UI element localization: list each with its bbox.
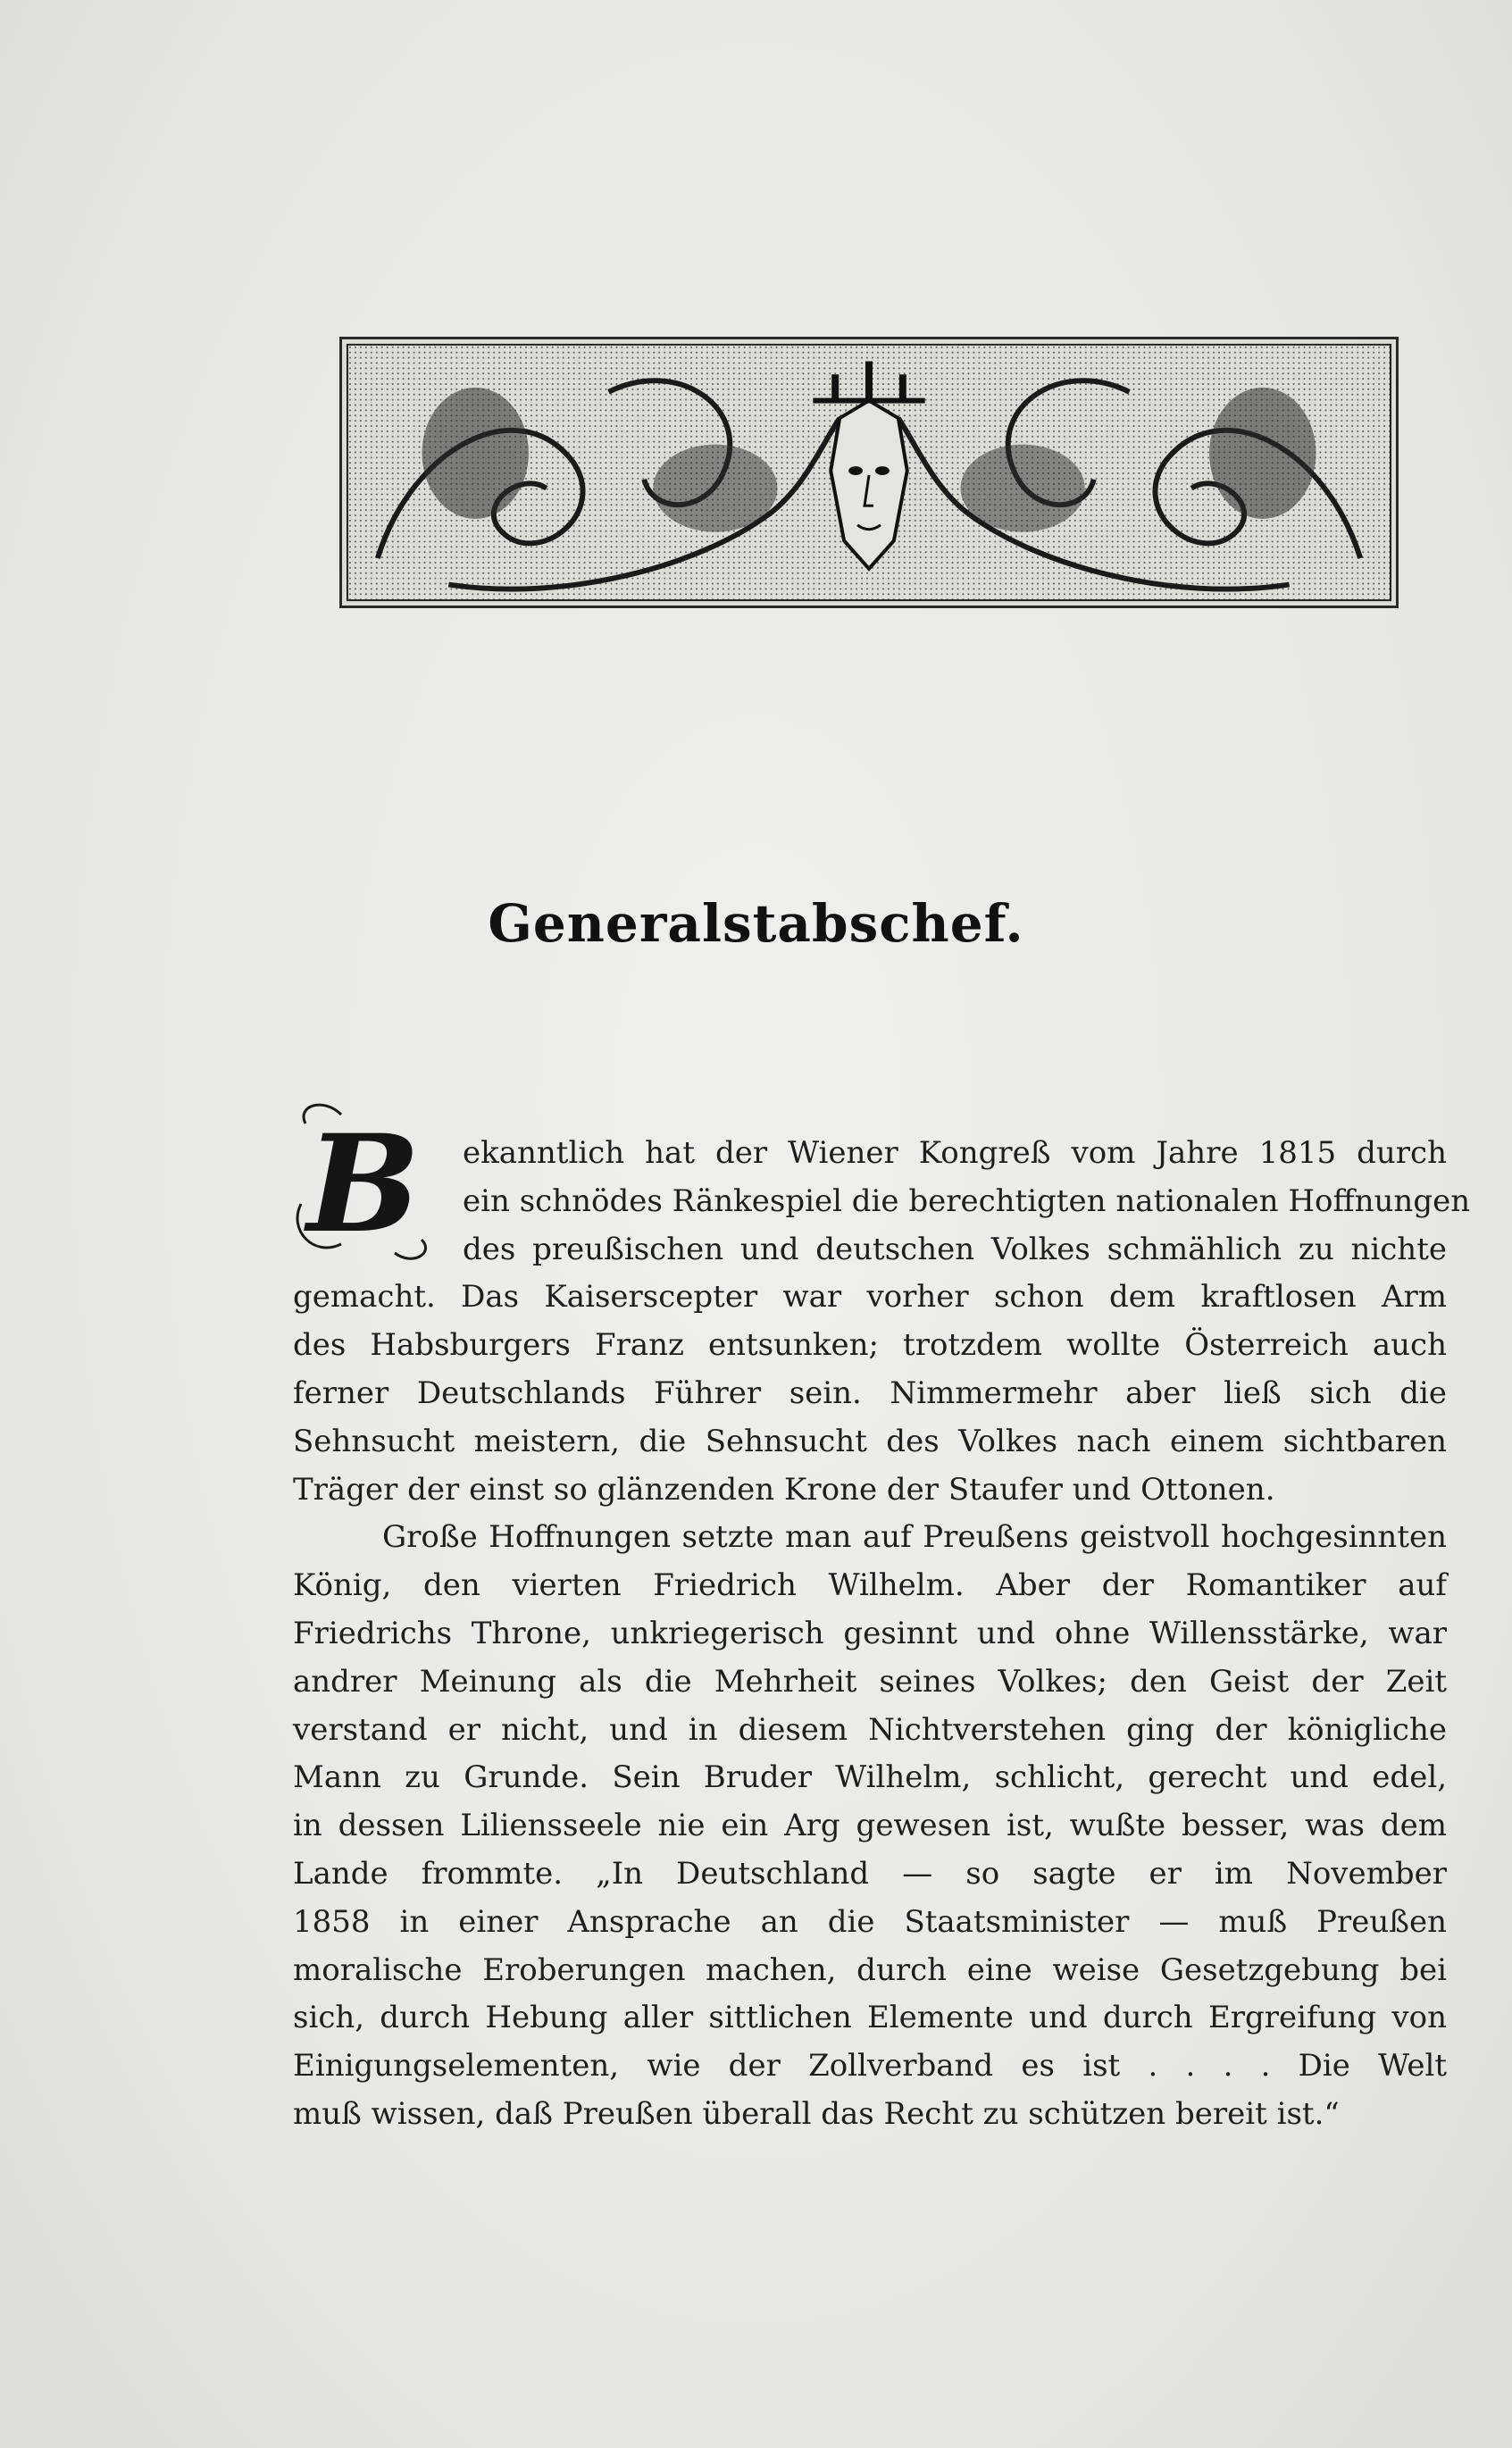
ornamental-headpiece	[339, 337, 1399, 608]
text-line: 1858 in einer Ansprache an die Staatsminister — muß Preußen	[293, 1903, 1447, 1940]
text-line: Sehnsucht meistern, die Sehnsucht des Volkes nach einem sichtbaren	[293, 1423, 1447, 1459]
ornament-illustration	[342, 339, 1396, 606]
text-line: ekanntlich hat der Wiener Kongreß vom Jahre 1815 durch	[463, 1135, 1447, 1171]
text-line: Friedrichs Throne, unkriegerisch gesinnt und ohne Willensstärke, war	[293, 1615, 1447, 1651]
text-line: Lande frommte. „In Deutschland — so sagte er im November	[293, 1855, 1447, 1892]
text-line: muß wissen, daß Preußen überall das Recht zu schützen bereit ist.“	[293, 2095, 1340, 2132]
chapter-heading: Generalstabschef.	[488, 893, 1024, 954]
text-line: ferner Deutschlands Führer sein. Nimmermehr aber ließ sich die	[293, 1374, 1447, 1411]
text-line: Große Hoffnungen setzte man auf Preußens geistvoll hochgesinnten	[382, 1519, 1447, 1556]
text-line: ein schnödes Ränkespiel die berechtigten nationalen Hoffnungen	[463, 1182, 1471, 1219]
text-line: verstand er nicht, und in diesem Nichtverstehen ging der königliche	[293, 1711, 1447, 1748]
text-line: Mann zu Grunde. Sein Bruder Wilhelm, schlicht, gerecht und edel,	[293, 1759, 1447, 1796]
text-line: gemacht. Das Kaiserscepter war vorher schon dem kraftlosen Arm	[293, 1279, 1447, 1316]
text-line: Träger der einst so glänzenden Krone der Staufer und Ottonen.	[293, 1471, 1275, 1508]
text-line: des preußischen und deutschen Volkes schmählich zu nichte	[463, 1231, 1447, 1267]
text-line: sich, durch Hebung aller sittlichen Elemente und durch Ergreifung von	[293, 2000, 1447, 2036]
text-line: König, den vierten Friedrich Wilhelm. Aber der Romantiker auf	[293, 1567, 1447, 1604]
text-line: des Habsburgers Franz entsunken; trotzdem wollte Österreich auch	[293, 1327, 1447, 1364]
text-line: moralische Eroberungen machen, durch eine weise Gesetzgebung bei	[293, 1951, 1447, 1988]
initial-glyph: B	[306, 1106, 421, 1263]
body-text	[293, 1130, 1471, 2139]
text-line: Einigungselementen, wie der Zollverband es ist . . . . Die Welt	[293, 2048, 1447, 2085]
text-line: andrer Meinung als die Mehrheit seines Volkes; den Geist der Zeit	[293, 1663, 1447, 1700]
text-line: in dessen Liliensseele nie ein Arg gewesen ist, wußte besser, was dem	[293, 1808, 1447, 1844]
